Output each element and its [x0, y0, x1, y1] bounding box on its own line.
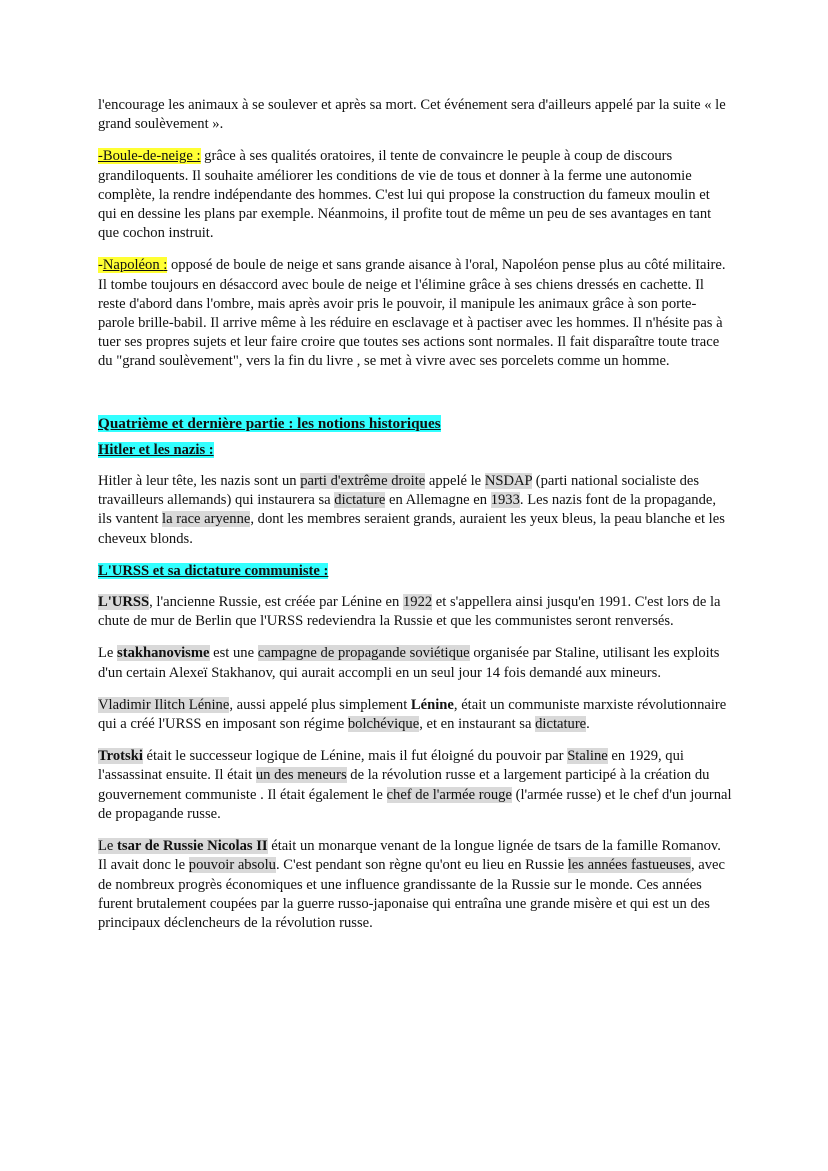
nazis-paragraph: Hitler à leur tête, les nazis sont un parti d'extrême droite appelé le NSDAP (parti national socialiste des travailleurs allemands) qui instaurera sa dictature en Allemagne en 1933. Les nazis font de la propagande, ils vantent la race aryenne, dont les membres seraient grands, auraient les yeux bleus, la peau blanche et les cheveux blonds.: [98, 473, 725, 547]
napoleon-paragraph: [98, 256, 732, 371]
urss-paragraph: L'URSS, l'ancienne Russie, est créée par Lénine en 1922 et s'appellera ainsi jusqu'en 1991. C'est lors de la chute de mur de Berlin que l'URSS redeviendra la Russie et que les communistes seront renversés.: [98, 594, 721, 630]
nicolas-ii-paragraph: Le tsar de Russie Nicolas II était un monarque venant de la longue lignée de tsars de la famille Romanov. Il avait donc le pouvoir absolu. C'est pendant son règne qu'ont eu lieu en Russie les années fastueuses, avec de nombreux progrès économiques et une influence grandissante de la Russie sur le monde. Ces années furent brutalement coupées par la guerre russo-japonaise qui entraîna une grande misère et qui est un des principaux déclencheurs de la révolution russe.: [98, 838, 725, 931]
section-title: Quatrième et dernière partie : les notions historiques: [98, 414, 441, 432]
napoleon-label: Napoléon :: [102, 257, 168, 274]
intro-text: l'encourage les animaux à se soulever et après sa mort. Cet événement sera d'ailleurs appelé par la suite « le grand soulèvement ».: [98, 97, 726, 133]
lenine-paragraph: Vladimir Ilitch Lénine, aussi appelé plus simplement Lénine, était un communiste marxiste révolutionnaire qui a créé l'URSS en imposant son régime bolchévique, et en instaurant sa dictature.: [98, 696, 727, 733]
napoleon-text: opposé de boule de neige et sans grande aisance à l'oral, Napoléon pense plus au côté militaire. Il tombe toujours en désaccord avec boule de neige et l'élimine grâce à ses chiens dressés en cachette. Il reste d'abord dans l'ombre, mais après avoir pris le pouvoir, il manipule les animaux grâce à son porte-parole brille-babil. Il arrive même à les réduire en esclavage et à pactiser avec les hommes. Il n'hésite pas à tuer ses propres sujets et leur faire croire que toutes ses actions sont normales. Il fait disparaître toute trace du "grand soulèvement", vers la fin du livre , se met à vivre avec ses porcelets comme un homme.: [98, 257, 726, 370]
stakhanovisme-paragraph: Le stakhanovisme est une campagne de propagande soviétique organisée par Staline, utilisant les exploits d'un certain Alexeï Stakhanov, qui aurait accompli en un seul jour 14 fois demandé aux mineurs.: [98, 645, 720, 681]
boule-de-neige-label: -Boule-de-neige :: [98, 148, 201, 165]
trotski-paragraph: Trotski était le successeur logique de Lénine, mais il fut éloigné du pouvoir par Staline en 1929, qui l'assassinat ensuite. Il était un des meneurs de la révolution russe et a largement participé à la création du gouvernement communiste . Il était également le chef de l'armée rouge (l'armée russe) et le chef d'un journal de propagande russe.: [98, 748, 732, 822]
boule-de-neige-text: grâce à ses qualités oratoires, il tente de convaincre le peuple à coup de discours grandiloquents. Il souhaite améliorer les conditions de vie de tous et donner à la ferme une autonomie complète, la rendre indépendante des hommes. C'est lui qui propose la construction du fameux moulin et qui en dessine les plans par exemple. Néanmoins, il profite tout de même un peu de ses avantages en tant que cochon instruit.: [98, 148, 712, 242]
boule-de-neige-paragraph: [98, 147, 732, 243]
napoleon-dash: -: [98, 257, 103, 274]
intro-paragraph: [98, 96, 732, 134]
nazis-heading: Hitler et les nazis :: [98, 441, 214, 458]
tsar-highlight: Le tsar de Russie Nicolas II: [98, 838, 268, 855]
urss-heading: L'URSS et sa dictature communiste :: [98, 562, 329, 579]
